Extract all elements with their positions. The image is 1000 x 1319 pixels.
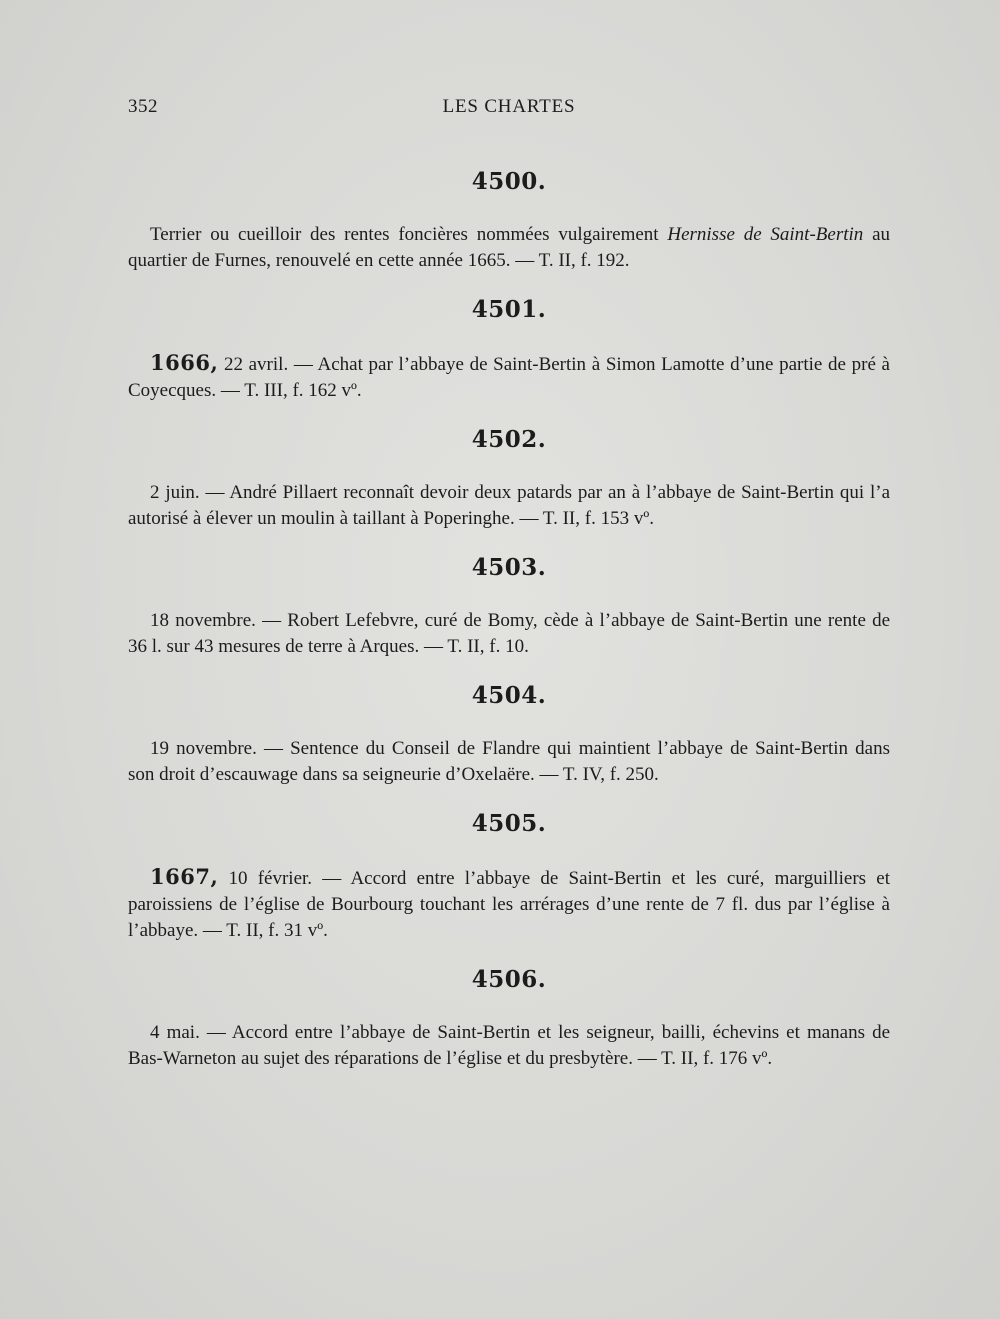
charter-entry xyxy=(128,420,890,532)
charter-entry xyxy=(128,676,890,788)
entry-text-part: au quartier de Furnes, renouvelé en cette année 1665. — T. II, f. 192. xyxy=(128,224,891,271)
charter-entry xyxy=(128,290,890,404)
entry-text xyxy=(128,350,890,404)
charter-entry xyxy=(128,162,890,274)
entry-year: 1666, xyxy=(150,350,219,375)
entry-text: 4 mai. — Accord entre l’abbaye de Saint-Bertin et les seigneur, bailli, échevins et manans de Bas-Warneton au sujet des réparations de l’église et du presbytère. — T. II, f. 176 vº. xyxy=(128,1022,890,1069)
entry-number: 4500. xyxy=(471,168,547,195)
page-number: 352 xyxy=(128,96,158,117)
entry-text: 18 novembre. — Robert Lefebvre, curé de Bomy, cède à l’abbaye de Saint-Bertin une rente de 36 l. sur 43 mesures de terre à Arques. — T. II, f. 10. xyxy=(128,610,890,657)
entry-text-part: 10 février. — Accord entre l’abbaye de Saint-Bertin et les curé, marguilliers et paroissiens de l’église de Bourbourg touchant les arrérages d’une rente de 7 fl. dus par l’église à l’abbaye. — T. II, f. 31 vº. xyxy=(128,868,890,941)
entry-number: 4505. xyxy=(471,810,547,837)
entry-text: 2 juin. — André Pillaert reconnaît devoir deux patards par an à l’abbaye de Saint-Bertin qui l’a autorisé à élever un moulin à taillant à Poperinghe. — T. II, f. 153 vº. xyxy=(128,482,890,529)
charter-entry xyxy=(128,548,890,660)
entry-text xyxy=(128,222,890,274)
running-title: LES CHARTES xyxy=(442,96,576,117)
charter-entries xyxy=(128,162,890,1088)
entry-number: 4501. xyxy=(471,296,547,323)
entry-text-part: Terrier ou cueilloir des rentes foncières nommées vulgairement xyxy=(150,224,668,245)
entry-number: 4506. xyxy=(471,966,547,993)
running-head xyxy=(128,96,890,124)
charter-entry xyxy=(128,804,890,944)
entry-number: 4502. xyxy=(471,426,547,453)
entry-text: 19 novembre. — Sentence du Conseil de Flandre qui maintient l’abbaye de Saint-Bertin dans son droit d’escauwage dans sa seigneurie d’Oxelaëre. — T. IV, f. 250. xyxy=(128,738,890,785)
entry-text xyxy=(128,864,890,944)
entry-text-part: 22 avril. — Achat par l’abbaye de Saint-Bertin à Simon Lamotte d’une partie de pré à Coyecques. — T. III, f. 162 vº. xyxy=(128,354,890,401)
charter-entry xyxy=(128,960,890,1072)
entry-number: 4503. xyxy=(471,554,547,581)
entry-year: 1667, xyxy=(150,864,219,889)
entry-number: 4504. xyxy=(471,682,547,709)
entry-italic-title: Hernisse de Saint-Bertin xyxy=(667,224,864,245)
